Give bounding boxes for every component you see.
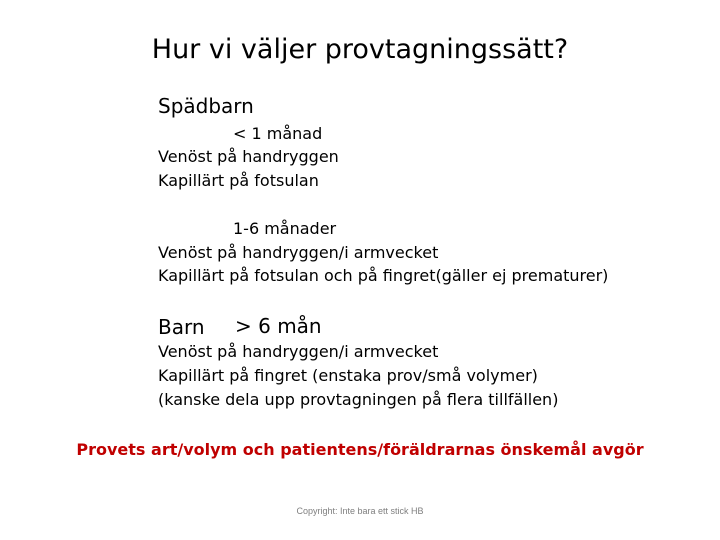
- heading-infant: Spädbarn: [158, 94, 254, 118]
- child-split-sampling: (kanske dela upp provtagningen på flera tillfällen): [158, 390, 559, 409]
- infant-age-under-1-month: < 1 månad: [233, 124, 323, 143]
- child-venous: Venöst på handryggen/i armvecket: [158, 342, 439, 361]
- heading-child: Barn: [158, 315, 205, 339]
- infant-venous-2: Venöst på handryggen/i armvecket: [158, 243, 439, 262]
- infant-venous-1: Venöst på handryggen: [158, 147, 339, 166]
- decision-note: Provets art/volym och patientens/föräldrarnas önskemål avgör: [76, 440, 644, 459]
- infant-age-1-6-months: 1-6 månader: [233, 219, 337, 238]
- infant-capillary-1: Kapillärt på fotsulan: [158, 171, 319, 190]
- slide-title: Hur vi väljer provtagningssätt?: [151, 34, 569, 65]
- child-capillary: Kapillärt på fingret (enstaka prov/små volymer): [158, 366, 538, 385]
- child-age: > 6 mån: [235, 314, 322, 338]
- infant-capillary-2: Kapillärt på fotsulan och på fingret(gäller ej prematurer): [158, 266, 609, 285]
- copyright-footer: Copyright: Inte bara ett stick HB: [296, 506, 424, 516]
